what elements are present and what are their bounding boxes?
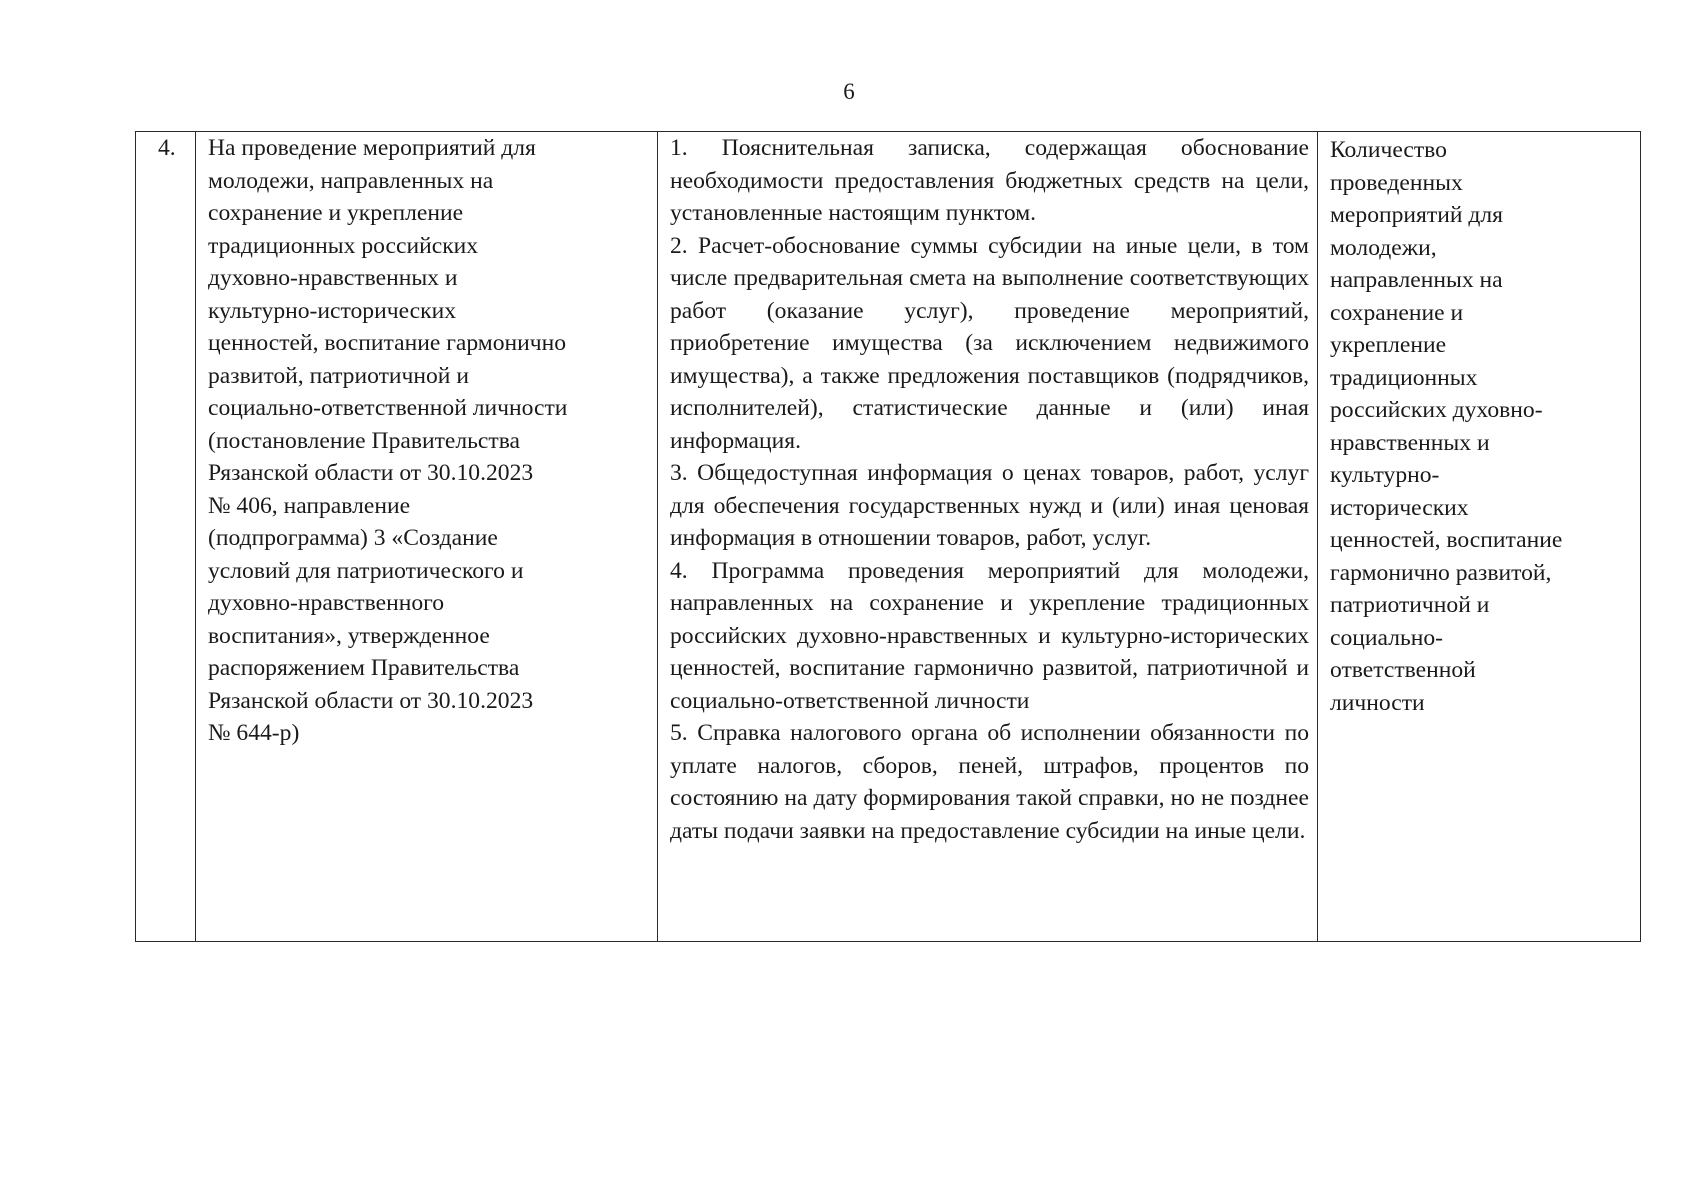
- document-item-2: 2. Расчет-обоснование суммы субсидии на иные цели, в том числе предварительная смета на выполнение соответствующих работ (оказание услуг), проведение мероприятий, приобретение имущества (за исключением недвижимого имущества), а также предложения поставщиков (подрядчиков, исполнителей), статистические данные и (или) иная информация.: [670, 232, 1309, 454]
- indicator-cell: [1318, 132, 1641, 942]
- document-item-3: 3. Общедоступная информация о ценах товаров, работ, услуг для обеспечения государственных нужд и (или) иная ценовая информация в отношении товаров, работ, услуг.: [670, 460, 1309, 551]
- direction-text: На проведение мероприятий для молодежи, направленных на сохранение и укрепление традиционных российских духовно-нравственных и культурно-исторических ценностей, воспитание гармонично развитой, патриотичной и социально-ответственной личности (постановление Правительства Рязанской области от 30.10.2023 № 406, направление (подпрограмма) 3 «Создание условий для патриотического и духовно-нравственного воспитания», утвержденное распоряжением Правительства Рязанской области от 30.10.2023 № 644-р): [208, 135, 568, 746]
- indicator-text: Количество проведенных мероприятий для молодежи, направленных на сохранение и укрепление традиционных российских духовно- нравственных и культурно- исторических ценностей, воспитание гармонично развитой, патриотичной и социально- ответственной личности: [1330, 137, 1563, 716]
- document-item-4: 4. Программа проведения мероприятий для молодежи, направленных на сохранение и укрепление традиционных российских духовно-нравственных и культурно-исторических ценностей, воспитание гармонично развитой, патриотичной и социально-ответственной личности: [670, 557, 1309, 714]
- documents-cell: [658, 132, 1318, 942]
- row-number-cell: [136, 132, 196, 942]
- subsidy-table: [135, 131, 1641, 942]
- page-number: 6: [843, 79, 855, 104]
- table-row: [136, 132, 1641, 942]
- direction-cell: [196, 132, 658, 942]
- document-item-5: 5. Справка налогового органа об исполнении обязанности по уплате налогов, сборов, пеней, штрафов, процентов по состоянию на дату формирования такой справки, но не позднее даты подачи заявки на предоставление субсидии на иные цели.: [670, 720, 1309, 844]
- row-number: 4.: [158, 135, 176, 161]
- document-item-1: 1. Пояснительная записка, содержащая обоснование необходимости предоставления бюджетных средств на цели, установленные настоящим пунктом.: [670, 135, 1309, 226]
